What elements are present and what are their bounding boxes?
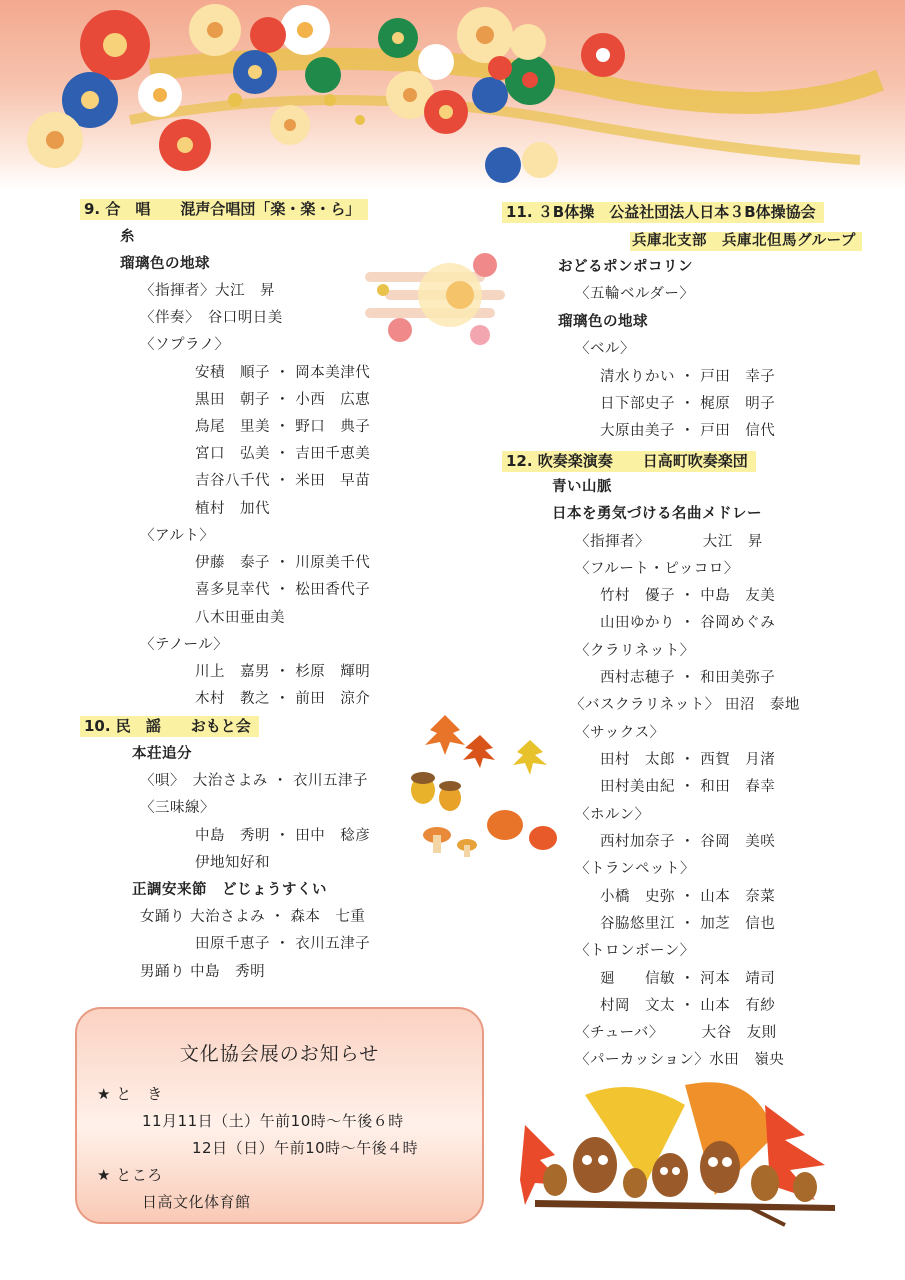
flower-ornament <box>365 250 510 360</box>
program-line: 〈ソプラノ〉 <box>140 337 230 353</box>
program-line: 〈パーカッション〉水田 嶺央 <box>575 1052 785 1068</box>
autumn-leaves-icon <box>405 700 575 865</box>
program-line: 伊藤 泰子 ・ 川原美千代 <box>195 555 371 571</box>
program-line: 〈ベル〉 <box>575 341 635 357</box>
program-line: 山田ゆかり ・ 谷岡めぐみ <box>600 615 776 631</box>
section-heading: 9. 合 唱 混声合唱団「楽・楽・ら」 <box>80 199 368 220</box>
program-line: 鳥尾 里美 ・ 野口 典子 <box>195 419 371 435</box>
header-banner <box>0 0 905 190</box>
program-line: 糸 <box>120 229 135 245</box>
program-line: 竹村 優子 ・ 中島 友美 <box>600 588 776 604</box>
program-line: 〈テノール〉 <box>140 637 229 653</box>
program-line: 〈指揮者〉大江 昇 <box>140 283 275 299</box>
notice-date-2: 12日（日）午前10時～午後４時 <box>192 1139 419 1157</box>
program-line: 田村美由紀 ・ 和田 春幸 <box>600 779 776 795</box>
program-line: 〈サックス〉 <box>575 725 665 741</box>
program-line: 西村加奈子 ・ 谷岡 美咲 <box>600 834 776 850</box>
program-line: 〈トロンボーン〉 <box>575 943 695 959</box>
notice-when-label: ★ と き <box>97 1085 163 1103</box>
program-line: 清水りかい ・ 戸田 幸子 <box>600 369 776 385</box>
program-line: 谷脇悠里江 ・ 加芝 信也 <box>600 916 776 932</box>
program-line: おどるポンポコリン <box>558 259 693 275</box>
program-line: 吉谷八千代 ・ 米田 早苗 <box>195 473 371 489</box>
notice-date-1: 11月11日（土）午前10時～午後６時 <box>142 1112 404 1130</box>
section-heading: 10. 民 謡 おもと会 <box>80 716 259 737</box>
program-line: 〈バスクラリネット〉 田沼 泰地 <box>570 697 800 713</box>
section-heading: 11. ３B体操 公益社団法人日本３B体操協会 <box>502 202 824 223</box>
notice-place: 日高文化体育館 <box>142 1193 251 1211</box>
program-line: 田原千恵子 ・ 衣川五津子 <box>195 936 371 952</box>
program-line: 瑠璃色の地球 <box>558 314 648 330</box>
chrysanthemum-icons <box>27 4 625 183</box>
program-line: 八木田亜由美 <box>195 610 285 626</box>
program-line: 村岡 文太 ・ 山本 有紗 <box>600 998 776 1014</box>
program-line: 〈ホルン〉 <box>575 807 650 823</box>
program-line: 〈アルト〉 <box>140 528 215 544</box>
program-line: 中島 秀明 ・ 田中 稔彦 <box>195 828 371 844</box>
program-line: 川上 嘉男 ・ 杉原 輝明 <box>195 664 371 680</box>
program-line: 正調安来節 どじょうすくい <box>132 882 327 898</box>
program-line: 青い山脈 <box>552 479 612 495</box>
notice-title: 文化協会展のお知らせ <box>179 1043 380 1065</box>
program-line: 〈唄〉 大治さよみ ・ 衣川五津子 <box>140 773 368 789</box>
program-line: 〈チューバ〉 大谷 友則 <box>575 1025 777 1041</box>
program-line: 〈フルート・ピッコロ〉 <box>575 561 739 577</box>
program-line: 大原由美子 ・ 戸田 信代 <box>600 423 776 439</box>
program-line: 小橋 史弥 ・ 山本 奈菜 <box>600 889 776 905</box>
program-line: 廻 信敏 ・ 河本 靖司 <box>600 971 776 987</box>
program-line: 安積 順子 ・ 岡本美津代 <box>195 365 371 381</box>
notice-where-label: ★ ところ <box>97 1166 163 1184</box>
program-line: 瑠璃色の地球 <box>120 256 210 272</box>
program-line: 植村 加代 <box>195 501 270 517</box>
program-line: 女踊り 大治さよみ ・ 森本 七重 <box>140 909 366 925</box>
program-line: 日下部史子 ・ 梶原 明子 <box>600 396 776 412</box>
program-line: 田村 太郎 ・ 西賀 月渚 <box>600 752 776 768</box>
owl-autumn-illustration <box>515 1075 845 1235</box>
program-line: 日本を勇気づける名曲メドレー <box>552 506 762 522</box>
flower-decoration <box>0 0 905 190</box>
program-line: 兵庫北支部 兵庫北但馬グループ <box>630 232 862 251</box>
program-line: 〈指揮者〉 大江 昇 <box>575 534 763 550</box>
program-line: 木村 教之 ・ 前田 涼介 <box>195 691 371 707</box>
program-line: 〈クラリネット〉 <box>575 643 695 659</box>
program-line: 伊地知好和 <box>195 855 270 871</box>
program-line: 宮口 弘美 ・ 吉田千恵美 <box>195 446 371 462</box>
program-line: 本荘追分 <box>132 746 192 762</box>
program-line: 〈伴奏〉 谷口明日美 <box>140 310 283 326</box>
section-heading: 12. 吹奏楽演奏 日高町吹奏楽団 <box>502 451 756 472</box>
program-line: 黒田 朝子 ・ 小西 広恵 <box>195 392 371 408</box>
program-line: 西村志穂子 ・ 和田美弥子 <box>600 670 776 686</box>
program-line: 〈五輪ベルダー〉 <box>575 286 695 302</box>
notice-box <box>75 1007 484 1224</box>
program-line: 〈三味線〉 <box>140 800 215 816</box>
program-line: 〈トランペット〉 <box>575 861 695 877</box>
program-line: 男踊り 中島 秀明 <box>140 964 266 980</box>
program-line: 喜多見幸代 ・ 松田香代子 <box>195 582 371 598</box>
